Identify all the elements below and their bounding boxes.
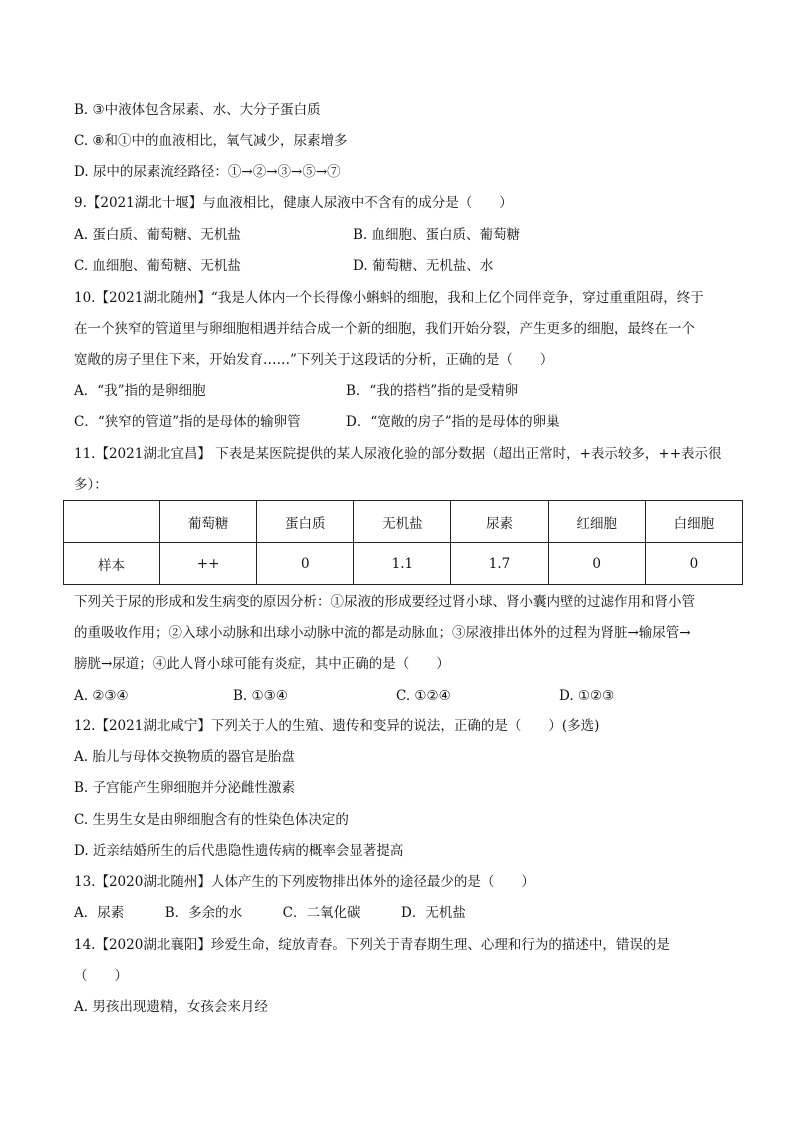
question-11-analysis-line-1: 下列关于尿的形成和发生病变的原因分析：①尿液的形成要经过肾小球、肾小囊内壁的过滤作用和肾小管 [74, 594, 695, 610]
question-8-option-c: C. ⑧和①中的血液相比，氧气减少，尿素增多 [74, 133, 348, 149]
question-11-option-a: A. ②③④ [74, 688, 129, 704]
question-11-option-c: C. ①②④ [396, 688, 451, 704]
question-11-option-b: B. ①③④ [233, 688, 288, 704]
question-10-stem-line-1: 10.【2021湖北随州】“我是人体内一个长得像小蝌蚪的细胞，我和上亿个同伴竞争，穿过重重阻碍，终于 [74, 290, 704, 306]
table-header-cell: 无机盐 [354, 501, 451, 543]
question-8-option-d: D. 尿中的尿素流经路径：①→②→③→⑤→⑦ [74, 164, 341, 180]
question-12-stem: 12.【2021湖北咸宁】下列关于人的生殖、遗传和变异的说法，正确的是（ ）(多选) [74, 718, 600, 734]
question-10-stem-line-2: 在一个狭窄的管道里与卵细胞相遇并结合成一个新的细胞，我们开始分裂，产生更多的细胞，最终在一个 [74, 321, 695, 337]
table-cell: 0 [257, 543, 354, 585]
question-12-option-b: B. 子宫能产生卵细胞并分泌雌性激素 [74, 780, 296, 796]
question-9-stem: 9.【2021湖北十堰】与血液相比，健康人尿液中不含有的成分是（ ） [74, 195, 513, 211]
question-10-option-b: B．“我的搭档”指的是受精卵 [346, 383, 519, 399]
question-13-stem: 13.【2020湖北随州】人体产生的下列废物排出体外的途径最少的是（ ） [74, 874, 535, 890]
question-11-stem-line-2: 多）： [74, 477, 108, 493]
question-11-stem-line-1: 11.【2021湖北宜昌】 下表是某医院提供的某人尿液化验的部分数据（超出正常时，+表示较多，++表示很 [74, 446, 722, 462]
table-header-cell: 红细胞 [548, 501, 645, 543]
table-cell: 1.1 [354, 543, 451, 585]
table-cell: ++ [160, 543, 257, 585]
table-row [64, 543, 743, 585]
table-cell: 1.7 [451, 543, 548, 585]
question-9-option-c: C. 血细胞、葡萄糖、无机盐 [74, 258, 241, 274]
table-cell: 0 [645, 543, 742, 585]
question-9-option-d: D. 葡萄糖、无机盐、水 [353, 258, 494, 274]
table-header-cell: 白细胞 [645, 501, 742, 543]
question-11-option-d: D. ①②③ [559, 688, 615, 704]
question-12-option-d: D. 近亲结婚所生的后代患隐性遗传病的概率会显著提高 [74, 843, 404, 859]
question-10-option-d: D．“宽敞的房子”指的是母体的卵巢 [346, 414, 560, 430]
question-14-stem-line-2: （ ） [74, 968, 128, 984]
table-cell: 样本 [64, 543, 160, 585]
question-9-option-b: B. 血细胞、蛋白质、葡萄糖 [353, 227, 521, 243]
table-header-cell: 蛋白质 [257, 501, 354, 543]
question-11-analysis-line-3: 膀胱→尿道；④此人肾小球可能有炎症，其中正确的是（ ） [74, 656, 450, 672]
urine-test-table [63, 500, 743, 585]
question-14-stem-line-1: 14.【2020湖北襄阳】珍爱生命，绽放青春。下列关于青春期生理、心理和行为的描述中，错误的是 [74, 937, 670, 953]
question-13-options: A．尿素 B．多余的水 C．二氧化碳 D．无机盐 [74, 905, 466, 921]
question-10-option-a: A．“我”指的是卵细胞 [74, 383, 206, 399]
question-9-option-a: A. 蛋白质、葡萄糖、无机盐 [74, 227, 241, 243]
table-header-cell: 葡萄糖 [160, 501, 257, 543]
table-header-row [64, 501, 743, 543]
question-10-option-c: C．“狭窄的管道”指的是母体的输卵管 [74, 414, 301, 430]
question-11-analysis-line-2: 的重吸收作用；②入球小动脉和出球小动脉中流的都是动脉血；③尿液排出体外的过程为肾脏→输尿管→ [74, 625, 691, 641]
question-14-option-a: A. 男孩出现遗精，女孩会来月经 [74, 999, 268, 1015]
question-12-option-c: C. 生男生女是由卵细胞含有的性染色体决定的 [74, 812, 349, 828]
table-header-cell: 尿素 [451, 501, 548, 543]
question-10-stem-line-3: 宽敞的房子里住下来，开始发育……”下列关于这段话的分析，正确的是（ ） [74, 352, 554, 368]
question-12-option-a: A. 胎儿与母体交换物质的器官是胎盘 [74, 749, 295, 765]
table-cell: 0 [548, 543, 645, 585]
question-8-option-b: B. ③中液体包含尿素、水、大分子蛋白质 [74, 102, 321, 118]
table-header-cell [64, 501, 160, 543]
